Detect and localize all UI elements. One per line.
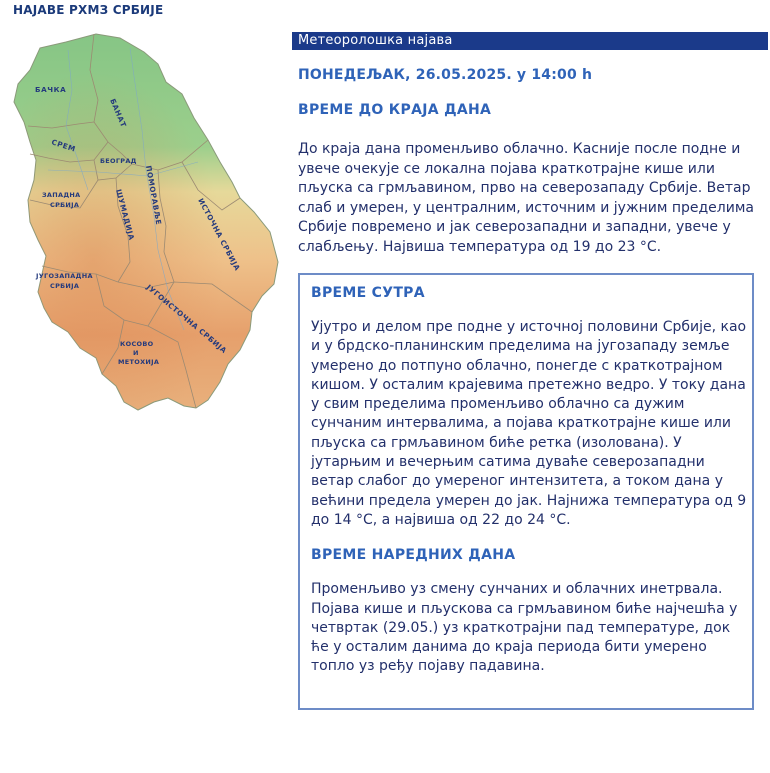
next-days-text: Променљиво уз смену сунчаних и облачних инетрвала. Појава кише и пљускова са грмљавином биће најчешћа у четвртак (29.05.) уз краткотрајни пад температуре, док ће у осталим данима до краја периода бити умерено топло уз ређу појаву падавина. xyxy=(311,581,738,675)
label-jugoistocna: ЈУГОИСТОЧНА СРБИЈА xyxy=(144,282,229,356)
label-pomoravlje: ПОМОРАВЉЕ xyxy=(144,164,164,226)
forecast-date: ПОНЕДЕЉАК, 26.05.2025. у 14:00 h xyxy=(298,67,593,83)
today-text: До краја дана променљиво облачно. Касније после подне и увече очекује се локална појава краткотрајне кише или пљуска са грмљавином, прво на северозападу Србије. Ветар слаб и умерен, у централним, источним и јужним пределима Србије повремено и јак северозападни и западни, увече у слабљењу. Највиша температура од 19 до 23 °C. xyxy=(298,141,754,255)
label-jugozapadna-1: ЈУГОЗАПАДНА xyxy=(36,272,93,280)
label-beograd: БЕОГРАД xyxy=(100,157,137,165)
label-istocna: ИСТОЧНА СРБИЈА xyxy=(196,196,243,273)
label-kosovo-3: МЕТОХИЈА xyxy=(118,358,160,366)
label-zapadna-2: СРБИЈА xyxy=(50,201,80,209)
serbia-region-map[interactable] xyxy=(8,30,283,425)
outlook-box xyxy=(298,273,754,710)
section-title-bar: Метеоролошка најава xyxy=(292,32,768,50)
label-zapadna-1: ЗАПАДНА xyxy=(42,191,81,199)
label-kosovo-2: И xyxy=(133,349,139,357)
label-backa: БАЧКА xyxy=(35,85,67,94)
forecast-panel xyxy=(292,32,768,710)
next-days-heading: ВРЕМЕ НАРЕДНИХ ДАНА xyxy=(311,547,516,564)
label-jugozapadna-2: СРБИЈА xyxy=(50,282,80,290)
tomorrow-heading: ВРЕМЕ СУТРА xyxy=(311,285,425,301)
rhmz-forecasts-link[interactable]: НАЈАВЕ РХМЗ СРБИЈЕ xyxy=(13,3,164,17)
today-heading: ВРЕМЕ ДО КРАЈА ДАНА xyxy=(298,102,492,118)
label-sumadija: ШУМАДИЈА xyxy=(114,188,137,242)
tomorrow-text: Ујутро и делом пре подне у источној половини Србије, као и у брдско-планинским пределима на југозападу земље умерено до потпуно облачно, понегде с краткотрајном кишом. У осталим крајевима претежно ведро. У току дана у свим пределима променљиво облачно са дужим сунчаним интервалима, а појава краткотрајне кише или пљуска са грмљавином биће ретка (изолована). У јутарњим и вечерњим сатима дуваће северозападни ветар слабог до умереног интензитета, а током дана у већини предела умерен до јак. Најнижа температура од 9 до 14 °C, а највиша од 22 до 24 °C. xyxy=(311,319,747,528)
label-kosovo-1: КОСОВО xyxy=(120,340,154,348)
label-banat: БАНАТ xyxy=(108,97,129,129)
label-srem: СРЕМ xyxy=(50,137,77,154)
